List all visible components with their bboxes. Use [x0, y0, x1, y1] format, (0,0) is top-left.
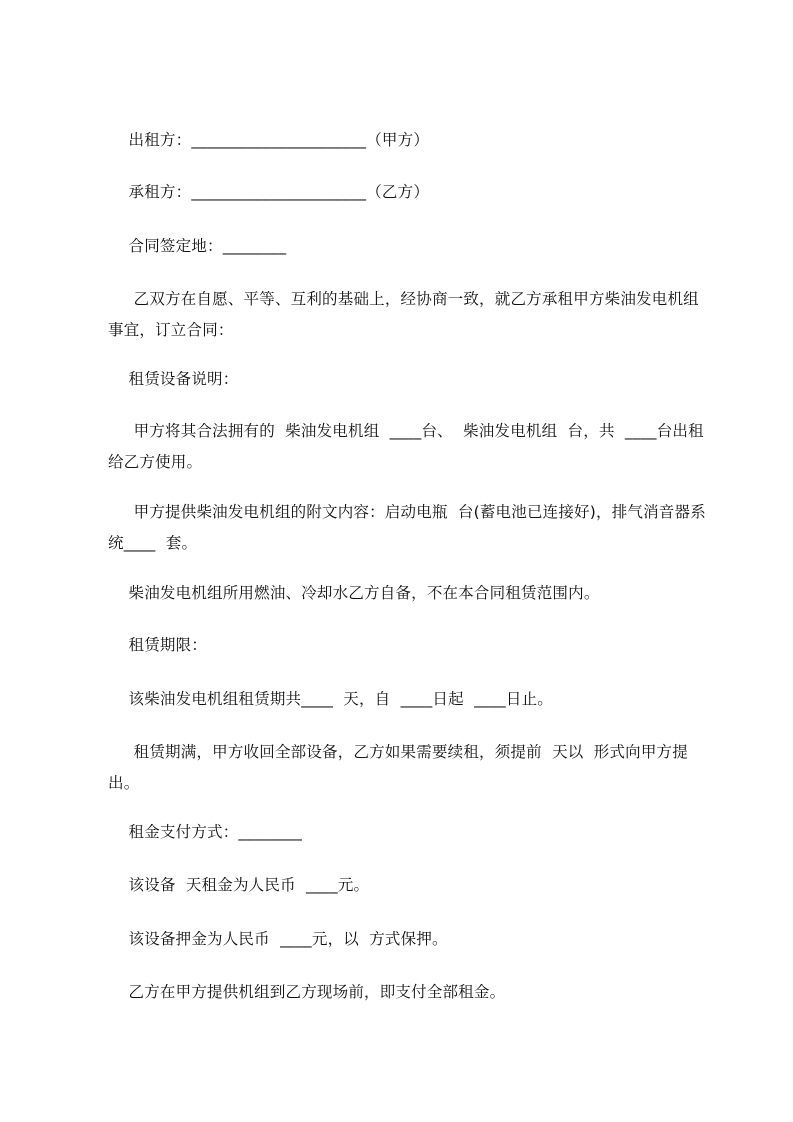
fuel-paragraph: 柴油发电机组所用燃油、冷却水乙方自备，不在本合同租赁范围内。: [108, 584, 600, 602]
prepayment-paragraph: 乙方在甲方提供机组到乙方现场前，即支付全部租金。: [108, 983, 506, 1001]
lessee-line: 承租方：______________________（乙方）: [108, 183, 430, 201]
payment-method-heading: 租金支付方式：________: [108, 823, 303, 841]
equipment-heading: 租赁设备说明：: [108, 370, 239, 388]
lease-term-heading: 租赁期限：: [108, 636, 208, 654]
signing-place-line: 合同签定地：________: [108, 237, 287, 255]
accessories-paragraph: 甲方提供柴油发电机组的附文内容：启动电瓶 台(蓄电池已连接好)，排气消音器系统____ 套。: [108, 503, 706, 552]
lessor-line: 出租方：______________________（甲方）: [108, 131, 430, 149]
preamble-paragraph: 乙双方在自愿、平等、互利的基础上，经协商一致，就乙方承租甲方柴油发电机组事宜，订立合同：: [108, 290, 699, 339]
daily-rent-paragraph: 该设备 天租金为人民币 ____元。: [108, 876, 370, 894]
equipment-quantity-paragraph: 甲方将其合法拥有的 柴油发电机组 ____台、 柴油发电机组 台，共 ____台出租给乙方使用。: [108, 422, 704, 471]
lease-period-paragraph: 该柴油发电机组租赁期共____ 天，自 ____日起 ____日止。: [108, 690, 553, 708]
deposit-paragraph: 该设备押金为人民币 ____元，以 方式保押。: [108, 930, 448, 948]
renewal-paragraph: 租赁期满，甲方收回全部设备，乙方如果需要续租，须提前 天以 形式向甲方提出。: [108, 743, 688, 792]
